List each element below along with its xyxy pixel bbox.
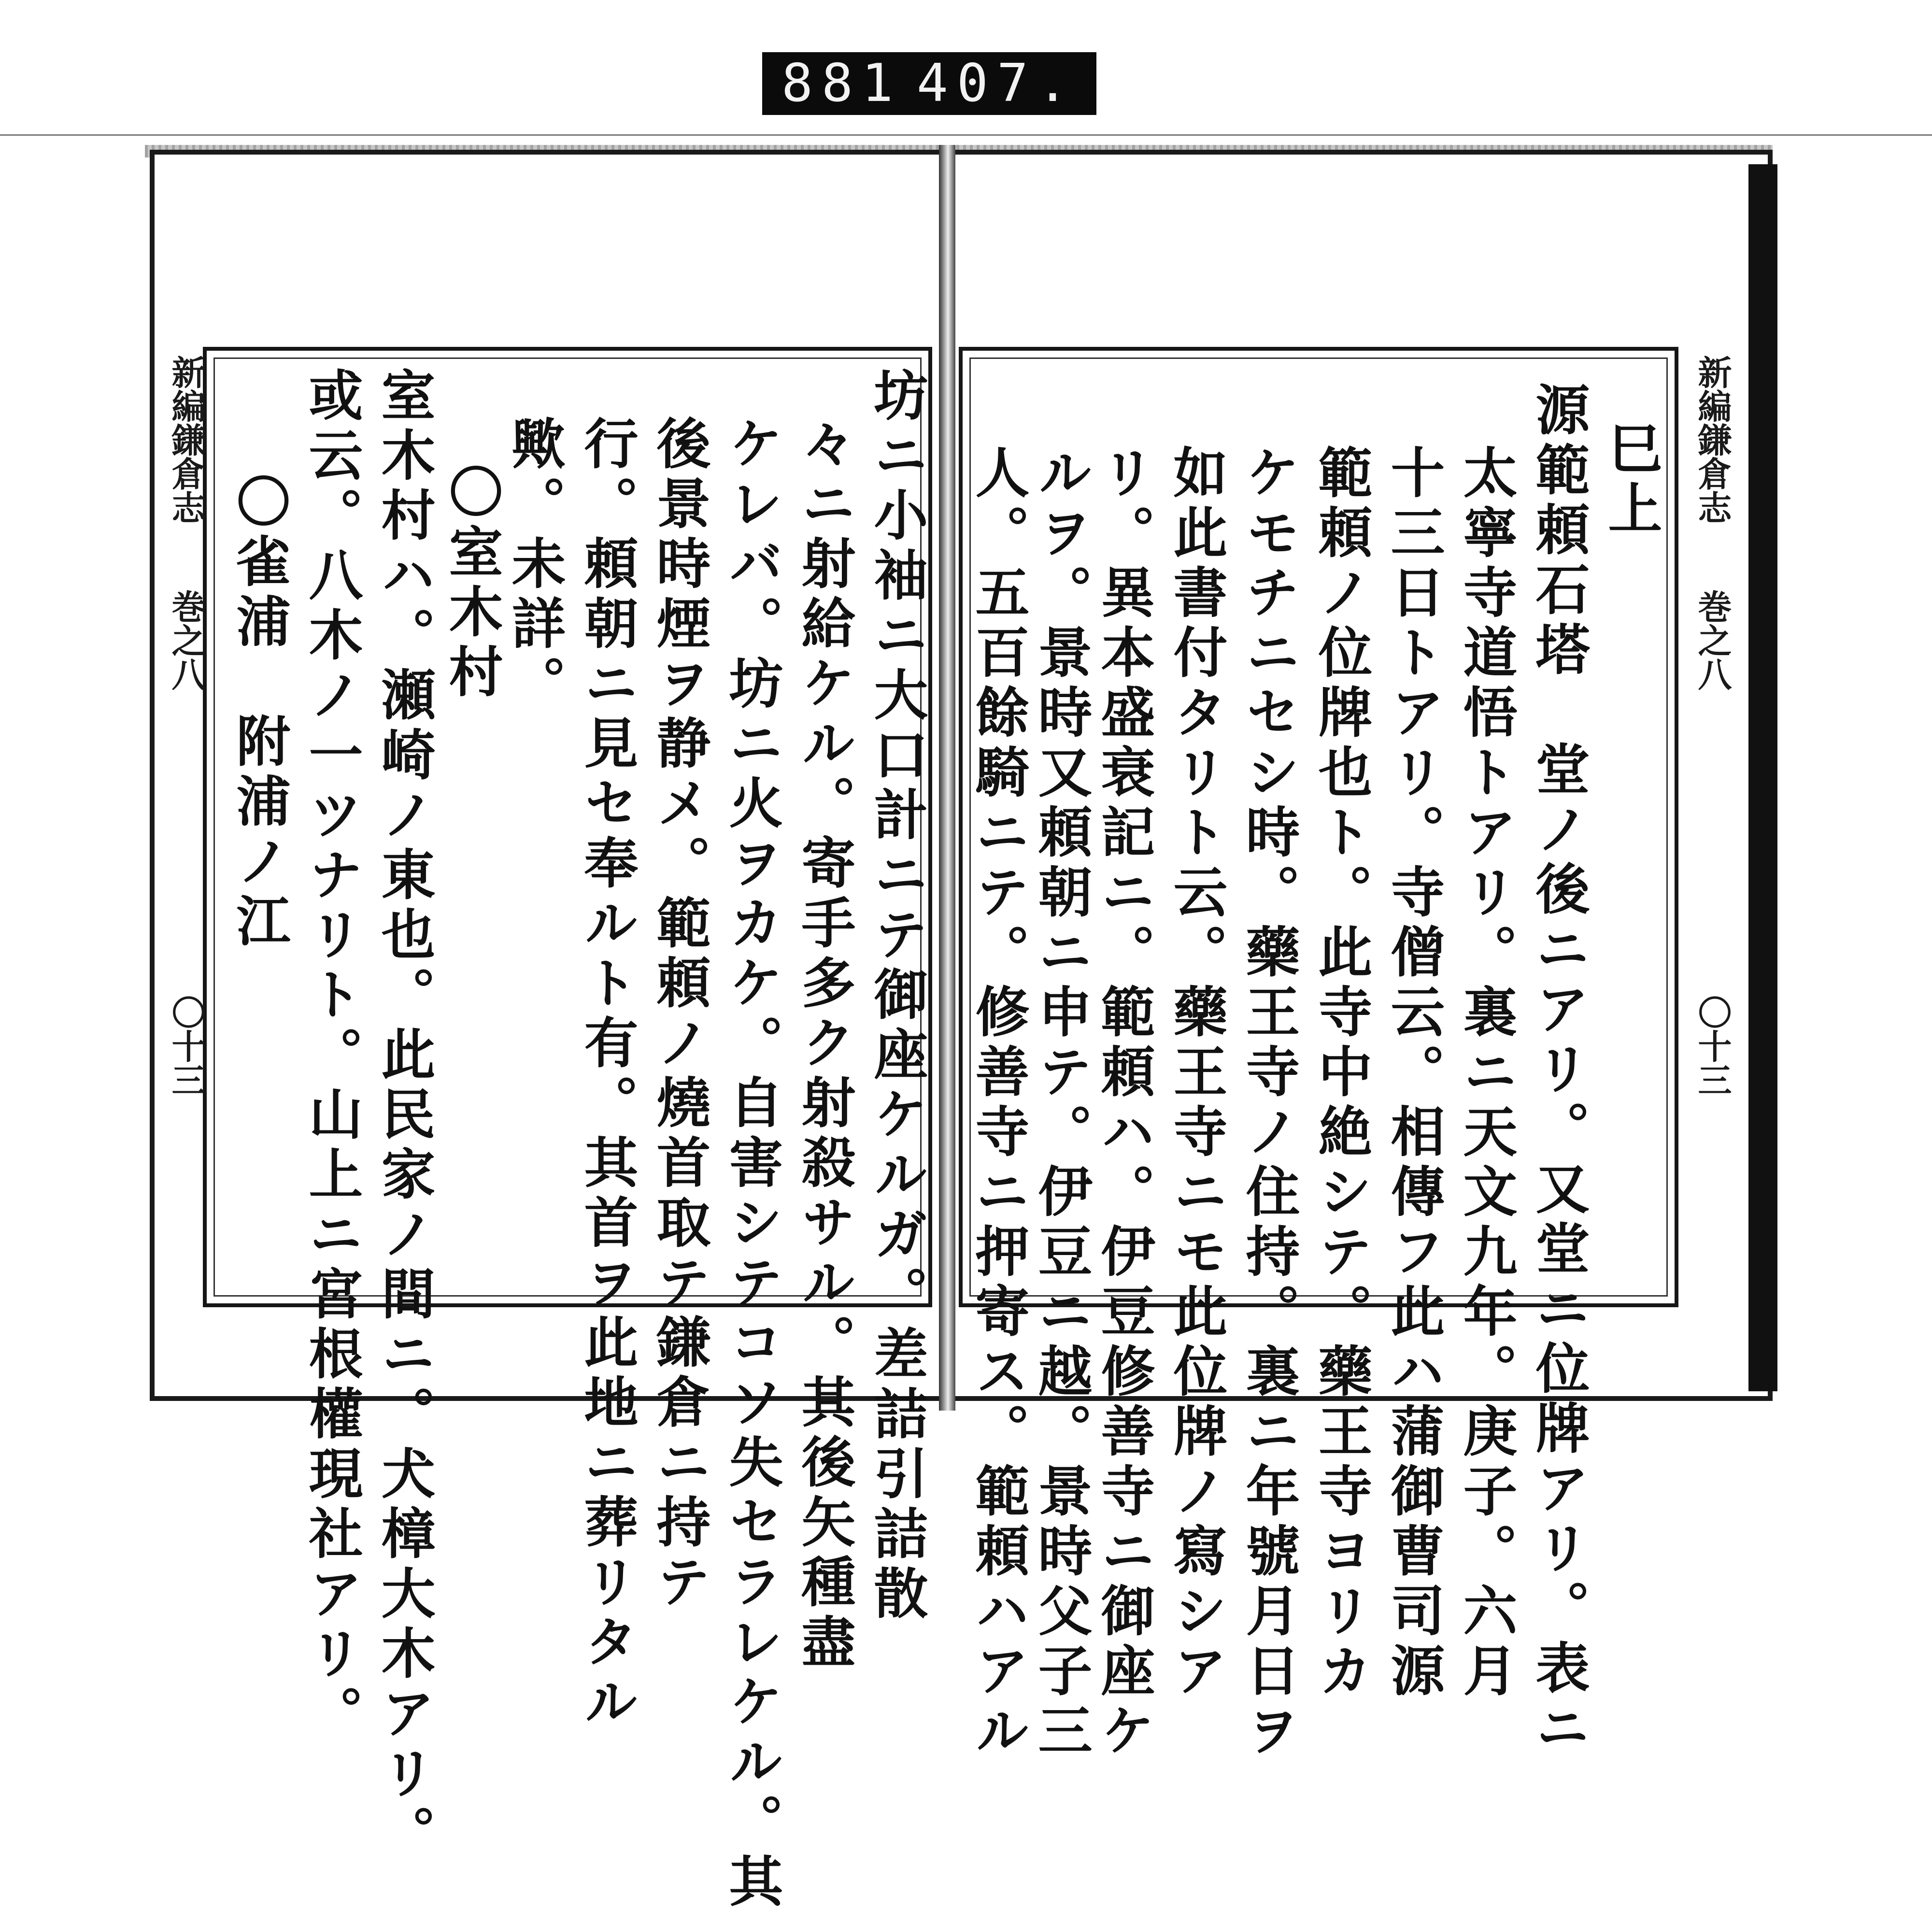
right-col-6: ケモチニセシ時。藥王寺ノ住持。裏ニ年號月日ヲ <box>1237 444 1300 1762</box>
right-page-number: 〇十三 <box>1692 995 1733 1097</box>
left-col-7: 〇室木村 <box>440 464 503 703</box>
right-col-8: リ。異本盛衰記ニ。範頼ハ。伊豆修善寺ニ御座ケ <box>1092 444 1155 1762</box>
left-page-number: 〇十三 <box>166 995 206 1097</box>
archive-label-right: 407. <box>916 53 1077 114</box>
left-col-6: 歟。未詳。 <box>503 415 566 715</box>
right-col-5: 範頼ノ位牌也ト。此寺中絶シテ。藥王寺ヨリカ <box>1309 444 1373 1702</box>
right-col-3: 太寧寺道悟トアリ。裏ニ天文九年。庚子。六月 <box>1454 444 1518 1702</box>
left-col-8: 室木村ハ。瀬崎ノ東也。此民家ノ間ニ。犬樟大木アリ。 <box>372 367 436 1865</box>
left-running-title: 新編鎌倉志 <box>166 355 206 524</box>
book-spine <box>1748 164 1777 1391</box>
archive-label-left: 881 <box>781 53 902 114</box>
right-running-title: 新編鎌倉志 <box>1692 355 1733 524</box>
right-col-1: 巳上 <box>1599 420 1662 540</box>
right-col-4: 十三日トアリ。寺僧云。相傳フ此ハ蒲御曹司源 <box>1382 444 1445 1702</box>
left-col-5: 行。頼朝ニ見セ奉ルト有。其首ヲ此地ニ葬リタル <box>575 415 639 1733</box>
scan-divider <box>0 134 1932 136</box>
left-col-2: 々ニ射給ケル。寄手多ク射殺サル。其後矢種盡 <box>793 415 856 1673</box>
left-col-3: ケレバ。坊ニ火ヲカケ。自害シテコソ失セラレケル。其 <box>720 415 783 1913</box>
right-col-2: 源範頼石塔 堂ノ後ニアリ。又堂ニ位牌アリ。表ニ <box>1527 382 1590 1759</box>
left-volume-label: 巻之八 <box>166 589 206 691</box>
left-col-10: 〇雀浦 附浦ノ江 <box>227 473 291 953</box>
archive-label <box>762 52 1096 115</box>
left-col-1: 坊ニ小袖ニ大口計ニテ御座ケルガ。差詰引詰散 <box>865 367 928 1625</box>
book-gutter <box>939 145 955 1411</box>
right-col-7: 如此書付タリト云。藥王寺ニモ此位牌ノ寫シア <box>1165 444 1228 1702</box>
left-col-4: 後景時煙ヲ静メ。範頼ノ燒首取テ鎌倉ニ持テ <box>648 415 711 1613</box>
left-col-9: 或云。八木ノ一ツナリト。山上ニ宮根權現社アリ。 <box>300 367 363 1745</box>
right-volume-label: 巻之八 <box>1692 589 1733 691</box>
right-col-9: ルヲ。景時又頼朝ニ申テ。伊豆ニ越。景時父子三 <box>1029 444 1093 1762</box>
right-col-10: 人。五百餘騎ニテ。修善寺ニ押寄ス。範頼ハアル <box>966 444 1030 1762</box>
